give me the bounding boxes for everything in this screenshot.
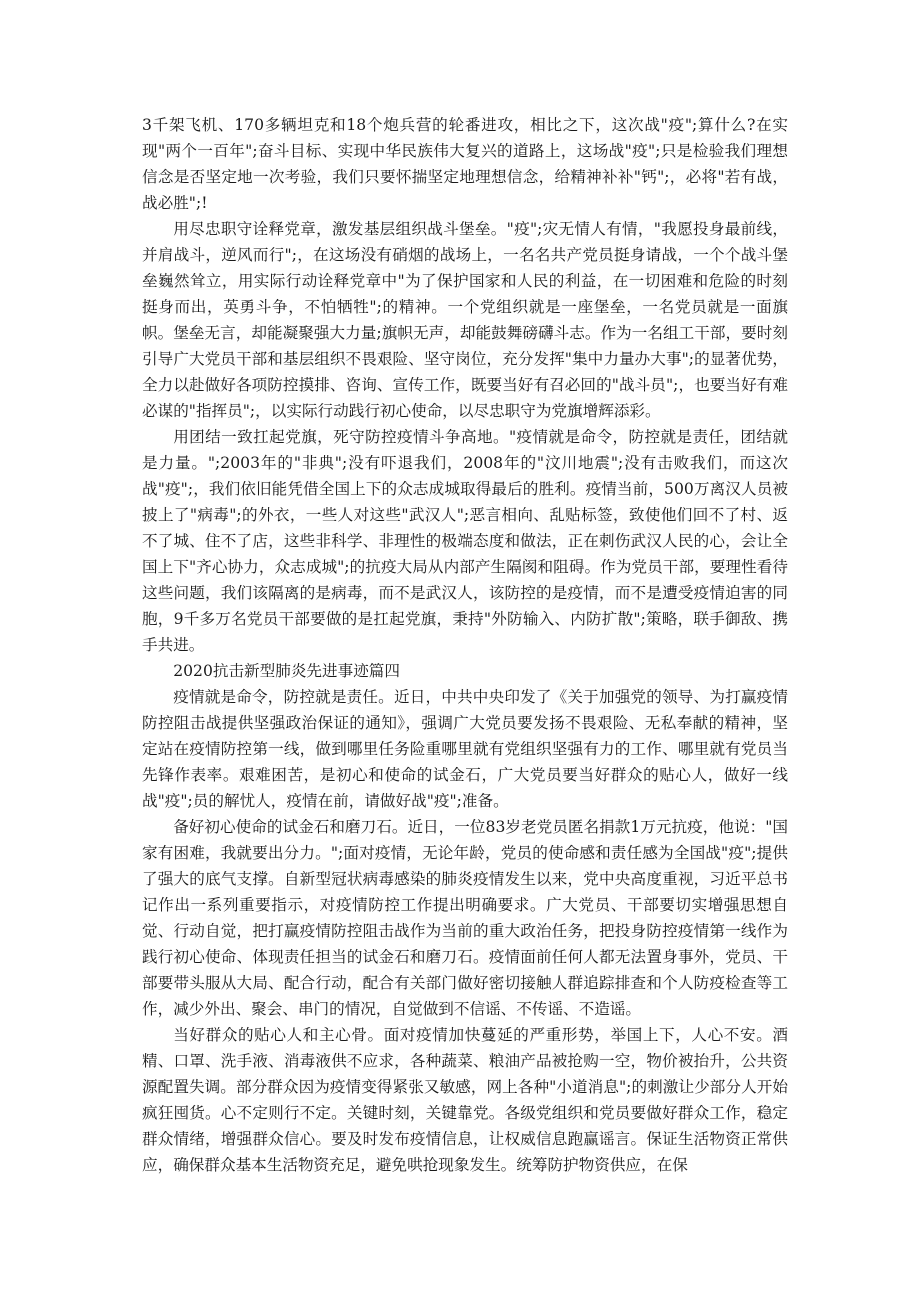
paragraph-touchstone: 备好初心使命的试金石和磨刀石。近日，一位83岁老党员匿名捐款1万元抗疫，他说："国家有困难，我就要出分力。";面对疫情，无论年龄，党员的使命感和责任感为全国战"疫";提供了强大的底气支撑。自新型冠状病毒感染的肺炎疫情发生以来，党中央高度重视，习近平总书记作出一系列重要指示，对疫情防控工作提出明确要求。广大党员、干部要切实增强思想自觉、行动自觉，把打赢疫情防控阻击战作为当前的重大政治任务，把投身防控疫情第一线作为践行初心使命、体现责任担当的试金石和磨刀石。疫情面前任何人都无法置身事外，党员、干部要带头服从大局、配合行动，配合有关部门做好密切接触人群追踪排查和个人防疫检查等工作，减少外出、聚会、串门的情况，自觉做到不信谣、不传谣、不造谣。 xyxy=(142,818,788,1018)
paragraph-masses: 当好群众的贴心人和主心骨。面对疫情加快蔓延的严重形势，举国上下，人心不安。酒精、口罩、洗手液、消毒液供不应求，各种蔬菜、粮油产品被抢购一空，物价被抬升，公共资源配置失调。部分群众因为疫情变得紧张又敏感，网上各种"小道消息";的刺激让少部分人开始疯狂囤货。心不定则行不定。关键时刻，关键靠党。各级党组织和党员要做好群众工作，稳定群众情绪，增强群众信心。要及时发布疫情信息，让权威信息跑赢谣言。保证生活物资正常供应，确保群众基本生活物资充足，避免哄抢现象发生。统筹防护物资供应，在保 xyxy=(142,1026,788,1174)
section-heading: 2020抗击新型肺炎先进事迹篇四 xyxy=(173,662,400,680)
paragraph-party-constitution: 用尽忠职守诠释党章，激发基层组织战斗堡垒。"疫";灾无情人有情，"我愿投身最前线，并肩战斗，逆风而行";，在这场没有硝烟的战场上，一名名共产党员挺身请战，一个个战斗堡垒巍然耸立，用实际行动诠释党章中"为了保护国家和人民的利益，在一切困难和危险的时刻挺身而出，英勇斗争，不怕牺牲";的精神。一个党组织就是一座堡垒，一名党员就是一面旗帜。堡垒无言，却能凝聚强大力量;旗帜无声，却能鼓舞磅礴斗志。作为一名组工干部，要时刻引导广大党员干部和基层组织不畏艰险、坚守岗位，充分发挥"集中力量办大事";的显著优势， 全力以赴做好各项防控摸排、咨询、宣传工作，既要当好有召必回的"战斗员";，也要当好有难必谋的"指挥员";，以实际行动践行初心使命，以尽忠职守为党旗增辉添彩。 xyxy=(142,220,788,420)
paragraph-unity: 用团结一致扛起党旗，死守防控疫情斗争高地。"疫情就是命令，防控就是责任，团结就是力量。";2003年的"非典";没有吓退我们，2008年的"汶川地震";没有击败我们，而这次战"疫";，我们依旧能凭借全国上下的众志成城取得最后的胜利。疫情当前，500万离汉人员被披上了"病毒";的外衣，一些人对这些"武汉人";恶言相向、乱贴标签，致使他们回不了村、返不了城、住不了店，这些非科学、非理性的极端态度和做法，正在刺伤武汉人民的心，会让全国上下"齐心协力，众志成城";的抗疫大局从内部产生隔阂和阻碍。作为党员干部，要理性看待这些问题，我们该隔离的是病毒，而不是武汉人，该防控的是疫情，而不是遭受疫情迫害的同胞，9千多万名党员干部要做的是扛起党旗，秉持"外防输入、内防扩散";策略，联手御敌、携手共进。 xyxy=(142,428,788,654)
paragraph-continuation: 3千架飞机、170多辆坦克和18个炮兵营的轮番进攻，相比之下，这次战"疫";算什么?在实现"两个一百年";奋斗目标、实现中华民族伟大复兴的道路上，这场战"疫";只是检验我们理想信念是否坚定地一次考验，我们只要怀揣坚定地理想信念，给精神补补"钙";，必将"若有战，战必胜";! xyxy=(142,116,788,212)
paragraph-command: 疫情就是命令，防控就是责任。近日，中共中央印发了《关于加强党的领导、为打赢疫情防控阻击战提供坚强政治保证的通知》，强调广大党员要发扬不畏艰险、无私奉献的精神，坚定站在疫情防控第一线，做到哪里任务险重哪里就有党组织坚强有力的工作、哪里就有党员当先锋作表率。艰难困苦，是初心和使命的试金石，广大党员要当好群众的贴心人，做好一线战"疫";员的解忧人，疫情在前，请做好战"疫";准备。 xyxy=(142,688,788,810)
document-body xyxy=(142,112,788,1178)
